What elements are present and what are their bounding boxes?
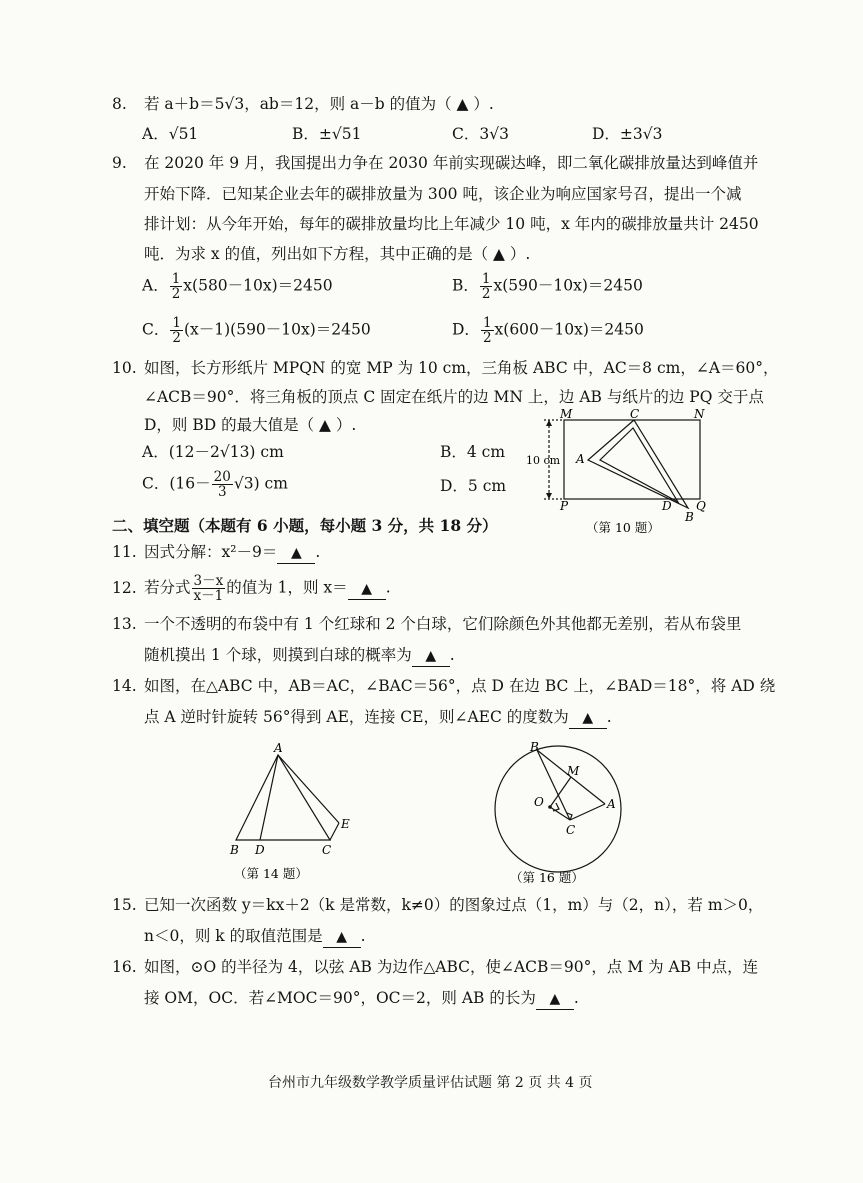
option-c bbox=[142, 470, 288, 499]
figure-caption: （第 16 题） bbox=[510, 870, 584, 885]
option-text: x(590－10x)＝2450 bbox=[493, 276, 643, 295]
section-title: 二、填空题（本题有 6 小题，每小题 3 分，共 18 分） bbox=[112, 516, 498, 535]
option-d: D．±3√3 bbox=[592, 125, 663, 143]
numerator: 3－x bbox=[193, 573, 224, 589]
question-number: 8. bbox=[112, 95, 127, 113]
question-number: 16. bbox=[112, 958, 137, 976]
option-text: x(600－10x)＝2450 bbox=[494, 320, 644, 339]
question-number: 15. bbox=[112, 896, 137, 914]
question-16 bbox=[112, 957, 758, 977]
question-text: 接 OM，OC．若∠MOC＝90°，OC＝2，则 AB 的长为 bbox=[144, 989, 536, 1007]
denominator: 2 bbox=[171, 286, 181, 302]
option-letter: B． bbox=[452, 276, 479, 295]
option-letter: A． bbox=[142, 276, 169, 295]
option-b bbox=[452, 272, 643, 301]
option-text: √3) cm bbox=[233, 474, 288, 493]
label-c: C bbox=[630, 408, 640, 421]
label-a: A bbox=[576, 452, 585, 466]
label-b: B bbox=[685, 510, 694, 524]
label-p: P bbox=[560, 499, 569, 513]
label-m: M bbox=[560, 408, 573, 421]
question-line bbox=[144, 645, 455, 667]
question-line: D，则 BD 的最大值是（ ▲ ）. bbox=[144, 416, 357, 434]
denominator: 2 bbox=[172, 330, 181, 346]
question-text: 点 A 逆时针旋转 56°得到 AE，连接 CE，则∠AEC 的度数为 bbox=[144, 708, 569, 726]
denominator: 2 bbox=[481, 286, 491, 302]
fraction bbox=[192, 574, 226, 603]
label-n: N bbox=[694, 408, 705, 421]
figure-16 bbox=[490, 740, 635, 890]
option-letter: D． bbox=[452, 320, 480, 339]
denominator: 2 bbox=[482, 330, 492, 346]
fraction bbox=[480, 272, 493, 301]
label-c: C bbox=[566, 823, 576, 837]
option-text: C．(16－ bbox=[142, 474, 211, 493]
question-line: 如图，长方形纸片 MPQN 的宽 MP 为 10 cm，三角板 ABC 中，AC＝8 cm，∠A＝60°， bbox=[144, 359, 779, 377]
question-text: 的值为 1，则 x＝ bbox=[226, 578, 348, 597]
label-m: M bbox=[567, 764, 580, 778]
question-line: 一个不透明的布袋中有 1 个红球和 2 个白球，它们除颜色外其他都无差别，若从布袋里 bbox=[144, 615, 742, 633]
label-b: B bbox=[530, 740, 539, 754]
arrow-down-icon bbox=[546, 493, 552, 499]
numerator: 1 bbox=[171, 271, 181, 287]
label-e: E bbox=[341, 817, 350, 831]
period: . bbox=[449, 646, 455, 664]
label-c: C bbox=[322, 843, 332, 857]
question-14 bbox=[112, 676, 775, 696]
question-text: 因式分解：x²－9＝ bbox=[144, 543, 278, 561]
period: . bbox=[606, 708, 612, 726]
period: . bbox=[360, 927, 366, 945]
question-line: 如图，⊙O 的半径为 4，以弦 AB 为边作△ABC，使∠ACB＝90°，点 M 为 AB 中点，连 bbox=[144, 958, 759, 976]
fraction bbox=[212, 470, 233, 499]
question-number: 10. bbox=[112, 359, 137, 377]
question-line: 已知一次函数 y＝kx＋2（k 是常数，k≠0）的图象过点（1，m）与（2，n），若 m＞0， bbox=[144, 896, 764, 914]
label-a: A bbox=[274, 741, 283, 755]
question-line: 开始下降．已知某企业去年的碳排放量为 300 吨，该企业为响应国家号召，提出一个减 bbox=[144, 185, 742, 203]
figure-caption: （第 14 题） bbox=[234, 866, 308, 881]
question-line: 如图，在△ABC 中，AB＝AC，∠BAC＝56°，点 D 在边 BC 上，∠BAD＝18°，将 AD 绕 bbox=[144, 677, 776, 695]
label-b: B bbox=[230, 843, 239, 857]
question-12 bbox=[112, 574, 391, 603]
label-q: Q bbox=[696, 499, 706, 513]
answer-blank: ▲ bbox=[569, 708, 607, 729]
fraction bbox=[170, 316, 183, 345]
question-13 bbox=[112, 614, 741, 634]
option-b: B．4 cm bbox=[440, 443, 506, 461]
numerator: 1 bbox=[172, 315, 181, 331]
question-line bbox=[144, 988, 579, 1010]
segment-ad bbox=[260, 755, 278, 840]
option-a: A．(12－2√13) cm bbox=[142, 443, 284, 461]
numerator: 1 bbox=[482, 315, 492, 331]
arrow-up-icon bbox=[546, 420, 552, 426]
segment-ce bbox=[330, 823, 339, 840]
denominator: 3 bbox=[217, 484, 227, 500]
option-c: C．3√3 bbox=[452, 125, 509, 143]
segment-ae bbox=[278, 755, 339, 823]
question-text: 若分式 bbox=[144, 578, 191, 597]
label-d: D bbox=[255, 843, 265, 857]
question-line: ∠ACB＝90°．将三角板的顶点 C 固定在纸片的边 MN 上，边 AB 与纸片的边 PQ 交于点 bbox=[144, 388, 764, 406]
question-text: 随机摸出 1 个球，则摸到白球的概率为 bbox=[144, 646, 412, 664]
question-number: 14. bbox=[112, 677, 137, 695]
numerator: 20 bbox=[213, 469, 231, 485]
question-line bbox=[144, 926, 366, 948]
question-number: 9. bbox=[112, 154, 127, 172]
answer-blank: ▲ bbox=[412, 646, 450, 667]
question-line: 排计划：从今年开始，每年的碳排放量均比上年减少 10 吨，x 年内的碳排放量共计 2450 bbox=[144, 215, 759, 233]
figure-10 bbox=[520, 408, 720, 538]
segment-ca bbox=[570, 804, 605, 820]
option-d bbox=[452, 316, 644, 345]
question-15 bbox=[112, 895, 763, 915]
question-line bbox=[144, 707, 612, 729]
question-11 bbox=[112, 542, 320, 564]
option-b: B．±√51 bbox=[292, 125, 362, 143]
numerator: 1 bbox=[481, 271, 491, 287]
answer-blank: ▲ bbox=[536, 989, 574, 1010]
period: . bbox=[385, 578, 391, 597]
label-d: D bbox=[662, 499, 672, 513]
question-number: 12. bbox=[112, 578, 137, 597]
fraction bbox=[481, 316, 494, 345]
fraction bbox=[170, 272, 183, 301]
period: . bbox=[315, 543, 321, 561]
option-d: D．5 cm bbox=[440, 477, 507, 495]
question-8 bbox=[112, 94, 494, 114]
page-footer: 台州市九年级数学教学质量评估试题 第 2 页 共 4 页 bbox=[268, 1075, 593, 1091]
question-text: n＜0，则 k 的取值范围是 bbox=[144, 927, 323, 945]
figure-caption: （第 10 题） bbox=[586, 520, 660, 535]
denominator: x－1 bbox=[193, 588, 224, 604]
period: . bbox=[573, 989, 579, 1007]
label-a: A bbox=[607, 797, 616, 811]
answer-blank: ▲ bbox=[323, 927, 361, 948]
question-9 bbox=[112, 153, 758, 173]
option-text: (x－1)(590－10x)＝2450 bbox=[183, 320, 371, 339]
answer-blank: ▲ bbox=[277, 543, 315, 564]
question-number: 11. bbox=[112, 543, 137, 561]
answer-blank: ▲ bbox=[348, 579, 386, 600]
question-number: 13. bbox=[112, 615, 137, 633]
option-a bbox=[142, 272, 333, 301]
figure-14 bbox=[222, 740, 362, 885]
label-o: O bbox=[534, 795, 544, 809]
segment-om bbox=[550, 777, 571, 807]
question-10 bbox=[112, 358, 779, 378]
label-width: 10 cm bbox=[526, 454, 561, 467]
option-text: x(580－10x)＝2450 bbox=[183, 276, 333, 295]
option-a: A．√51 bbox=[142, 125, 199, 143]
question-line: 在 2020 年 9 月，我国提出力争在 2030 年前实现碳达峰，即二氧化碳排放量达到峰值并 bbox=[144, 154, 759, 172]
question-line: 吨．为求 x 的值，列出如下方程，其中正确的是（ ▲ ）. bbox=[144, 245, 531, 263]
option-letter: C． bbox=[142, 320, 170, 339]
option-c bbox=[142, 316, 371, 345]
center-dot bbox=[548, 805, 552, 809]
question-text: 若 a＋b＝5√3，ab＝12，则 a－b 的值为（ ▲ ）. bbox=[144, 95, 494, 113]
